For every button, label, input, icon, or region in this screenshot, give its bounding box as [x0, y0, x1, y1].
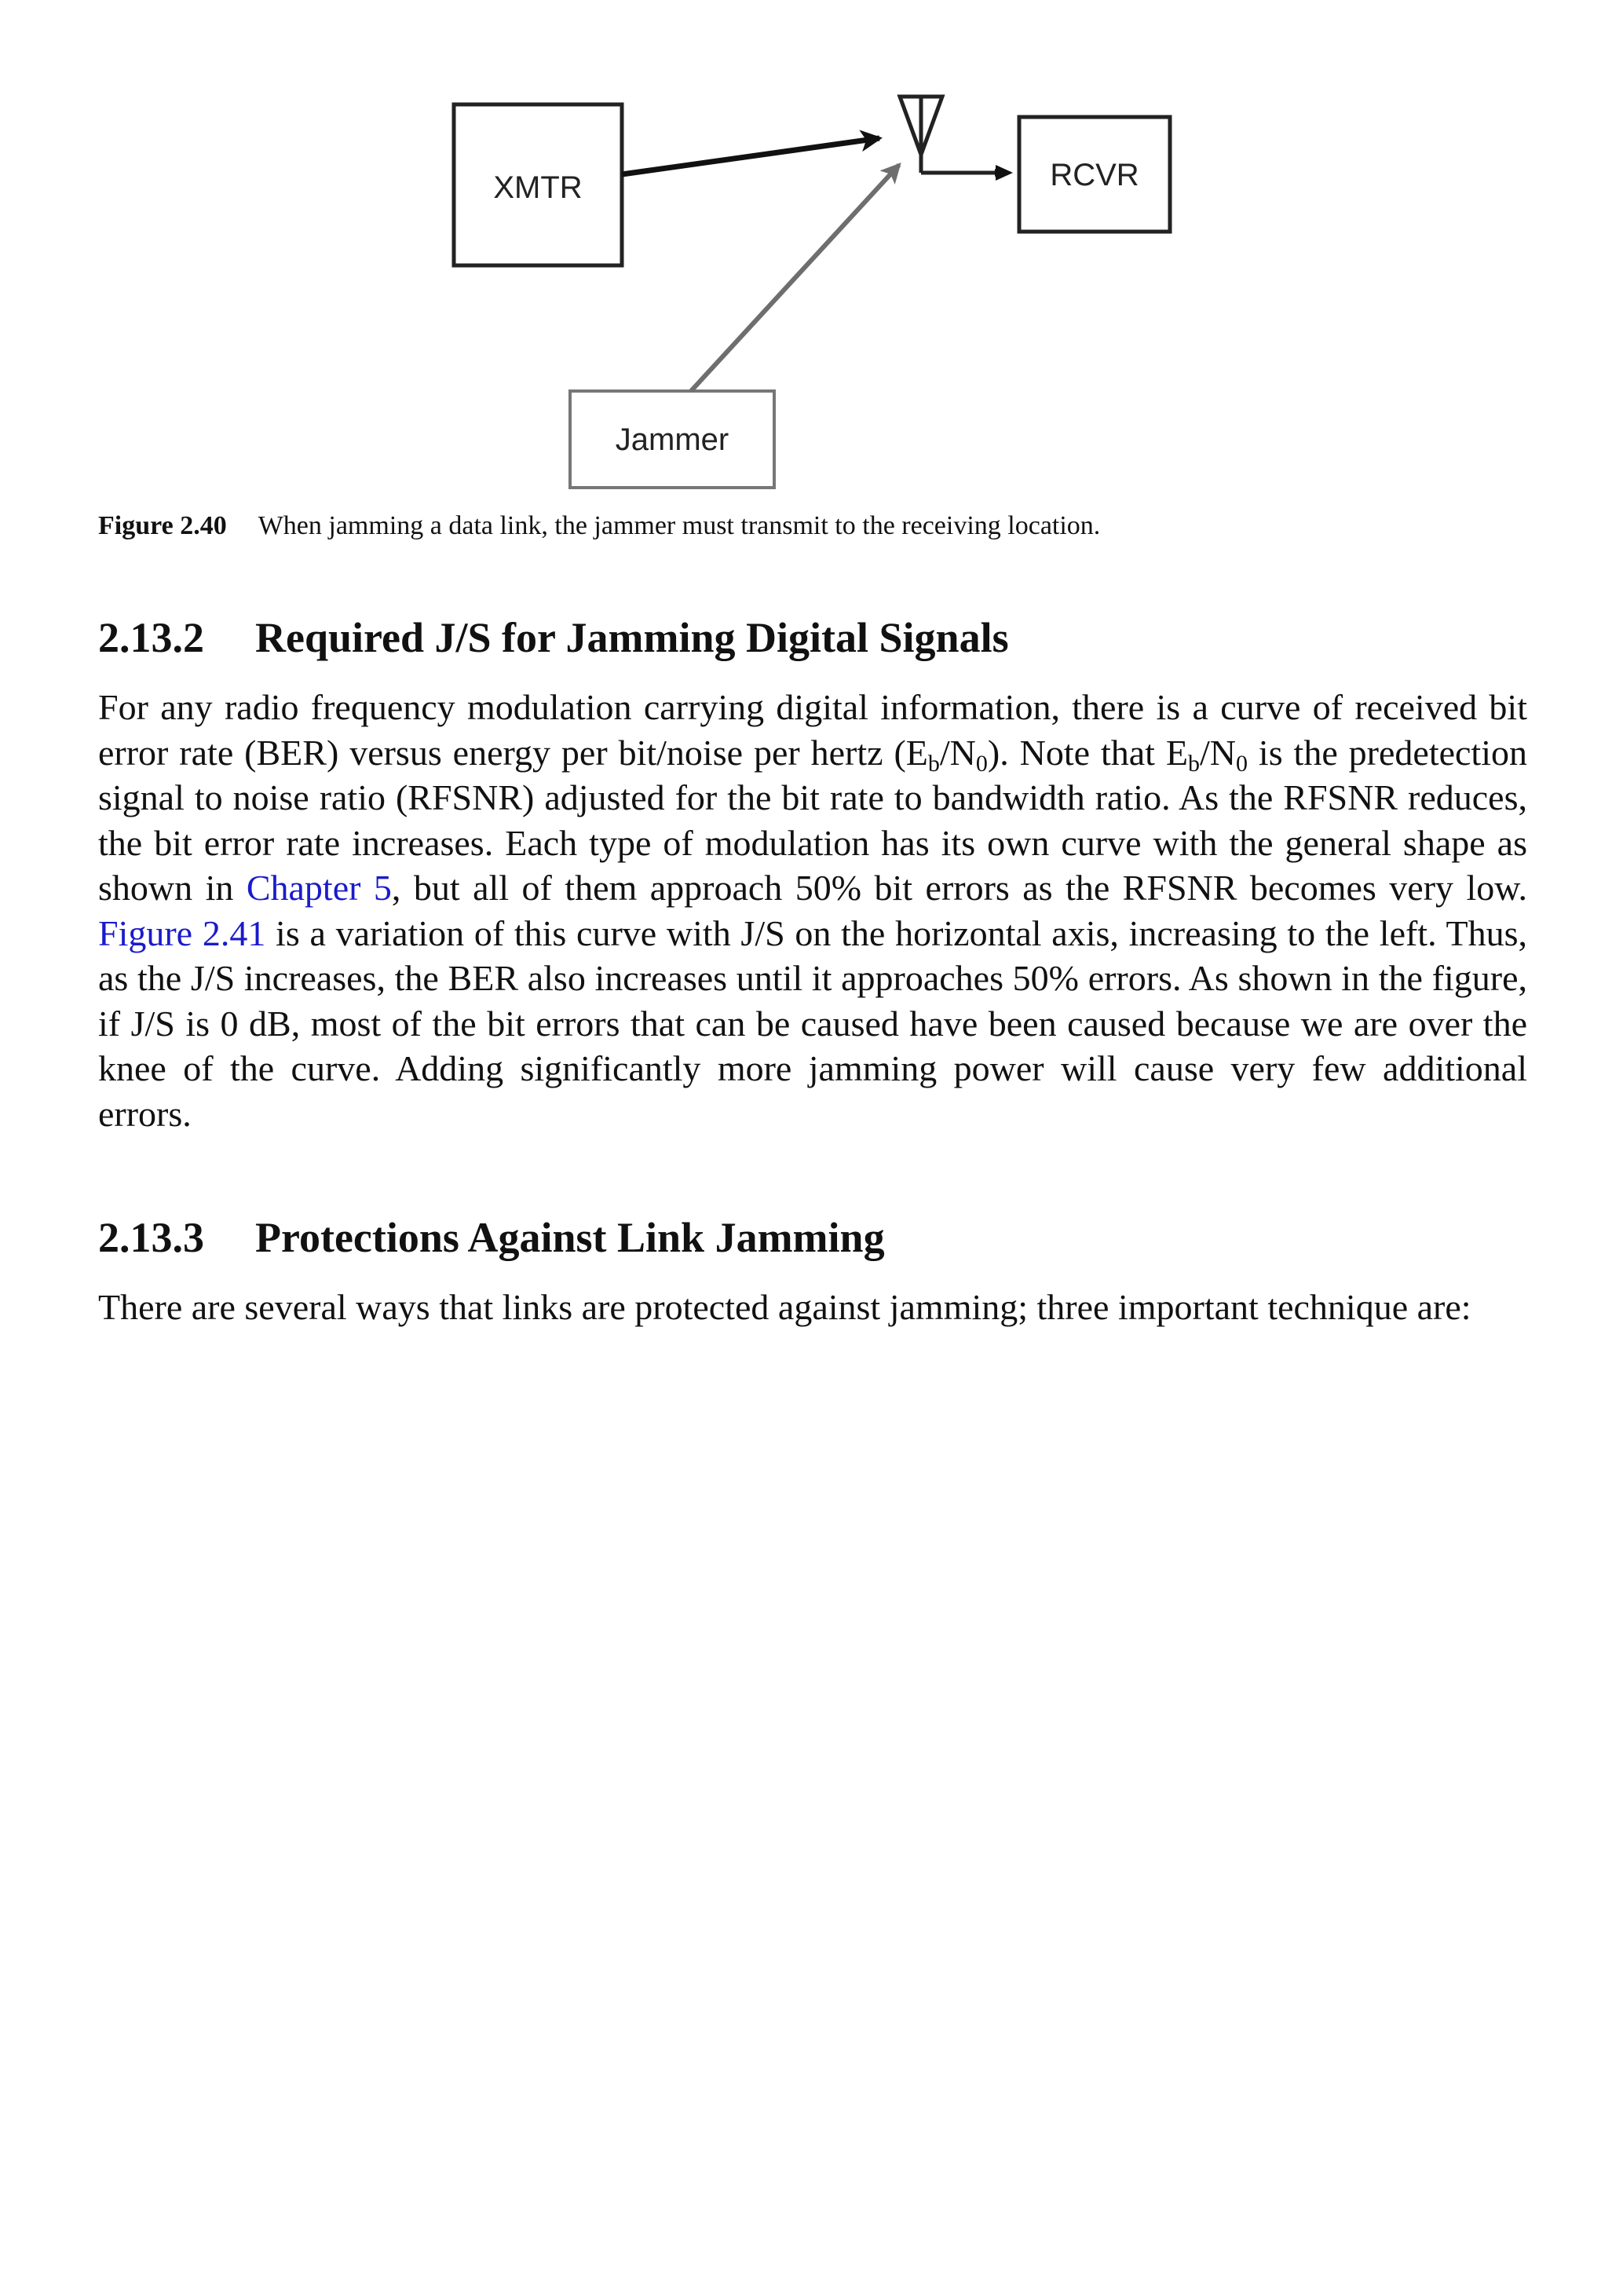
- paragraph-text: , but all of them approach 50% bit errors as the RFSNR becomes very low.: [391, 868, 1527, 908]
- paragraph-text: /N: [939, 732, 976, 773]
- rcvr-label: RCVR: [1050, 158, 1139, 192]
- section-number: 2.13.2: [98, 614, 204, 661]
- figure-2-41-link[interactable]: Figure 2.41: [98, 912, 266, 953]
- subscript-b: b: [1188, 750, 1200, 777]
- subscript-b: b: [927, 750, 940, 777]
- rcvr-box: [1019, 117, 1170, 232]
- diagram-svg: [440, 86, 1225, 503]
- subscript-0: 0: [1236, 750, 1248, 777]
- paragraph-text: /N: [1200, 732, 1236, 773]
- figure-caption: [98, 509, 1527, 543]
- paragraph-text: For any radio frequency modulation carrying digital information, there is a curve of received bit error rate (BER) versus energy per bit/noise per hertz (E: [98, 687, 1527, 773]
- xmtr-box: [454, 104, 622, 265]
- section-number: 2.13.3: [98, 1214, 204, 1261]
- section-heading-2-13-3: [98, 1212, 885, 1263]
- chapter-5-link[interactable]: Chapter 5: [246, 868, 392, 908]
- antenna-icon: [900, 97, 1013, 181]
- jammer-label: Jammer: [615, 422, 729, 457]
- transmitter-signal-arrow: [622, 138, 879, 174]
- section-title: Required J/S for Jamming Digital Signals: [255, 614, 1009, 661]
- subscript-0: 0: [975, 750, 988, 777]
- section-heading-2-13-2: [98, 612, 1009, 663]
- jamming-diagram: [440, 86, 1225, 503]
- paragraph-text: ). Note that E: [987, 732, 1188, 773]
- figure-number: Figure 2.40: [98, 511, 227, 540]
- jammer-signal-arrow: [691, 165, 899, 391]
- figure-caption-text: When jamming a data link, the jammer must transmit to the receiving location.: [258, 511, 1101, 540]
- body-paragraph-protections: There are several ways that links are protected against jamming; three important technique are:: [98, 1287, 1471, 1327]
- paragraph-text: is a variation of this curve with J/S on the horizontal axis, increasing to the left. Thus, as the J/S increases, the BER also increases until it approaches 50% errors. As shown in the figure, if J/S is 0 dB, most of the bit errors that can be caused have been caused because we are over the knee of the curve. Adding significantly more jamming power will cause very few additional errors.: [98, 912, 1527, 1134]
- section-title: Protections Against Link Jamming: [255, 1214, 885, 1261]
- paragraph-text: is the predetection signal to noise ratio (RFSNR) adjusted for the bit rate to bandwidth ratio. As the RFSNR reduces, the bit error rate increases. Each type of modulation has its own curve with the general shape as shown in: [98, 732, 1527, 908]
- jammer-box: [570, 391, 774, 488]
- xmtr-label: XMTR: [493, 170, 583, 205]
- body-paragraph-required-js: [98, 685, 1527, 1136]
